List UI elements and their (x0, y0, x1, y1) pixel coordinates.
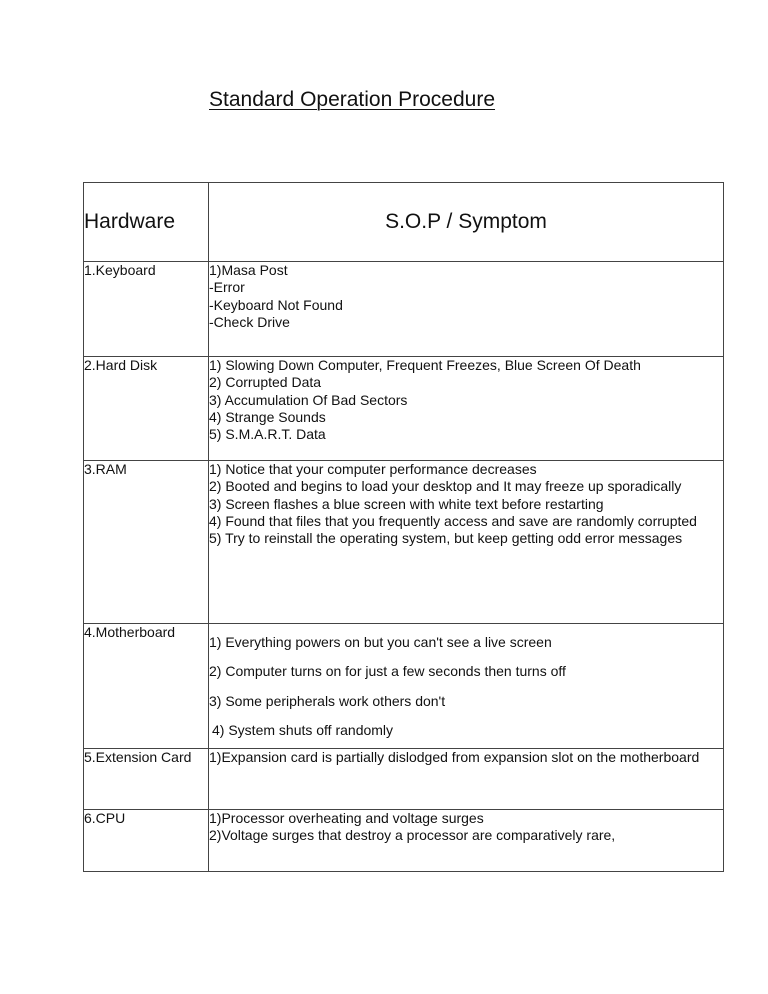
hardware-cell: 4.Motherboard (84, 624, 209, 749)
hardware-cell: 1.Keyboard (84, 262, 209, 357)
hardware-cell: 3.RAM (84, 461, 209, 624)
symptom-cell (209, 357, 724, 461)
symptom-line: 2) Computer turns on for just a few seconds then turns off (209, 663, 566, 680)
page-title: Standard Operation Procedure (209, 88, 496, 111)
symptom-line: 5) S.M.A.R.T. Data (209, 426, 326, 443)
symptom-line: 2) Booted and begins to load your desktop and It may freeze up sporadically (209, 478, 682, 495)
symptom-line: 5) Try to reinstall the operating system, but keep getting odd error messages (209, 530, 683, 547)
symptom-line: 4) Found that files that you frequently access and save are randomly corrupted (209, 512, 697, 529)
symptom-line: 4) Strange Sounds (209, 408, 326, 425)
symptom-line: 2) Corrupted Data (209, 374, 322, 391)
symptom-line: 3) Screen flashes a blue screen with white text before restarting (209, 495, 604, 512)
symptom-line: -Error (209, 279, 245, 296)
symptom-line: 1) Slowing Down Computer, Frequent Freezes, Blue Screen Of Death (209, 357, 641, 373)
table-row (84, 357, 724, 461)
symptom-cell (209, 624, 724, 749)
symptom-column-header: S.O.P / Symptom (209, 183, 724, 262)
table-row (84, 262, 724, 357)
symptom-line: 2)Voltage surges that destroy a processor are comparatively rare, (209, 827, 616, 844)
table-row (84, 461, 724, 624)
symptom-line: 3) Some peripherals work others don't (209, 692, 446, 709)
hardware-column-header: Hardware (84, 183, 209, 262)
hardware-cell: 6.CPU (84, 810, 209, 872)
symptom-cell (209, 461, 724, 624)
hardware-cell: 2.Hard Disk (84, 357, 209, 461)
symptom-cell (209, 262, 724, 357)
table-header-row (84, 183, 724, 262)
symptom-cell (209, 749, 724, 810)
symptom-line: -Check Drive (209, 313, 290, 330)
table-row (84, 624, 724, 749)
symptom-line: -Keyboard Not Found (209, 296, 343, 313)
symptom-line: 1)Expansion card is partially dislodged from expansion slot on the motherboard (209, 749, 700, 765)
hardware-cell: 5.Extension Card (84, 749, 209, 810)
symptom-line: 1) Everything powers on but you can't see a live screen (209, 634, 552, 650)
symptom-line: 3) Accumulation Of Bad Sectors (209, 391, 408, 408)
symptom-line: 1) Notice that your computer performance decreases (209, 461, 537, 477)
symptom-cell (209, 810, 724, 872)
symptom-line: 4) System shuts off randomly (212, 721, 394, 738)
symptom-line: 1)Processor overheating and voltage surges (209, 810, 484, 826)
symptom-line: 1)Masa Post (209, 262, 288, 278)
sop-table (83, 182, 724, 872)
table-row (84, 810, 724, 872)
table-row (84, 749, 724, 810)
